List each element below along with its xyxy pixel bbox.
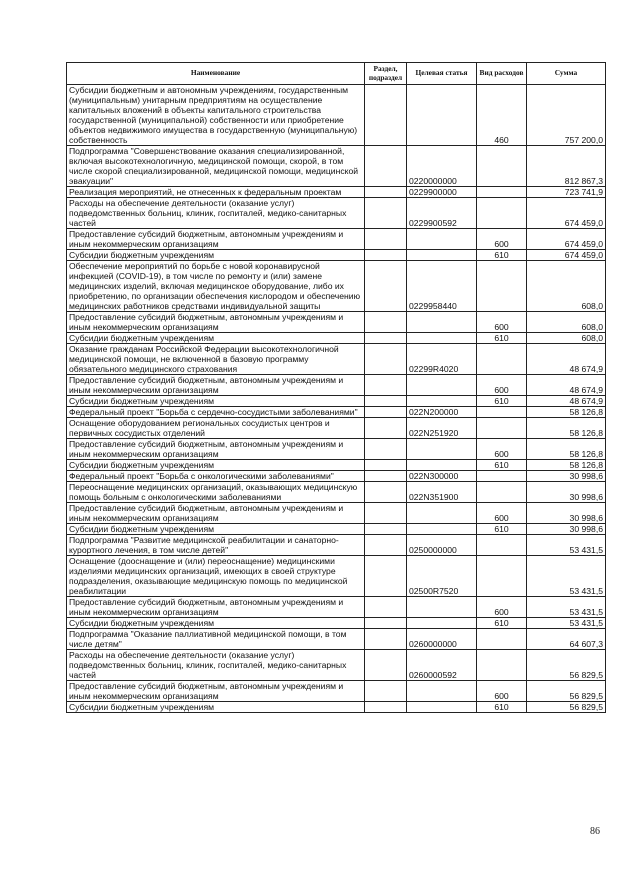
cell-type: 610	[477, 250, 527, 261]
cell-section	[365, 312, 407, 333]
cell-name: Субсидии бюджетным учреждениям	[67, 460, 365, 471]
cell-section	[365, 261, 407, 312]
table-row	[67, 471, 606, 482]
cell-target	[407, 229, 477, 250]
cell-name: Расходы на обеспечение деятельности (оказание услуг) подведомственных больниц, клиник, госпиталей, медико-санитарных частей	[67, 650, 365, 681]
cell-type: 610	[477, 396, 527, 407]
cell-section	[365, 333, 407, 344]
table-row	[67, 503, 606, 524]
cell-sum: 58 126,8	[527, 460, 606, 471]
cell-name: Предоставление субсидий бюджетным, автономным учреждениям и иным некоммерческим организациям	[67, 229, 365, 250]
cell-type	[477, 344, 527, 375]
cell-type	[477, 482, 527, 503]
table-row	[67, 333, 606, 344]
cell-name: Расходы на обеспечение деятельности (оказание услуг) подведомственных больниц, клиник, госпиталей, медико-санитарных частей	[67, 198, 365, 229]
table-row	[67, 460, 606, 471]
cell-section	[365, 482, 407, 503]
cell-type: 610	[477, 618, 527, 629]
column-header-sum: Сумма	[527, 63, 606, 85]
cell-section	[365, 396, 407, 407]
cell-type: 600	[477, 503, 527, 524]
table-row	[67, 681, 606, 702]
cell-sum: 30 998,6	[527, 471, 606, 482]
cell-target	[407, 618, 477, 629]
cell-name: Подпрограмма "Развитие медицинской реабилитации и санаторно-курортного лечения, в том числе детей"	[67, 535, 365, 556]
cell-sum: 48 674,9	[527, 375, 606, 396]
table-header	[67, 63, 606, 85]
cell-sum: 53 431,5	[527, 597, 606, 618]
cell-type: 600	[477, 375, 527, 396]
cell-type	[477, 556, 527, 597]
cell-type	[477, 650, 527, 681]
cell-section	[365, 187, 407, 198]
cell-section	[365, 407, 407, 418]
table-row	[67, 556, 606, 597]
cell-target	[407, 597, 477, 618]
cell-name: Субсидии бюджетным учреждениям	[67, 524, 365, 535]
budget-table	[66, 62, 606, 713]
cell-name: Субсидии бюджетным учреждениям	[67, 396, 365, 407]
cell-sum: 30 998,6	[527, 503, 606, 524]
table-row	[67, 482, 606, 503]
cell-name: Оказание гражданам Российской Федерации высокотехнологичной медицинской помощи, не включенной в базовую программу обязательного медицинского страхования	[67, 344, 365, 375]
cell-section	[365, 198, 407, 229]
table-row	[67, 187, 606, 198]
cell-target: 02500R7520	[407, 556, 477, 597]
cell-sum: 30 998,6	[527, 482, 606, 503]
cell-sum: 48 674,9	[527, 344, 606, 375]
cell-target: 022N351900	[407, 482, 477, 503]
cell-sum: 674 459,0	[527, 229, 606, 250]
cell-target	[407, 460, 477, 471]
cell-type	[477, 629, 527, 650]
table-row	[67, 146, 606, 187]
cell-sum: 30 998,6	[527, 524, 606, 535]
cell-section	[365, 344, 407, 375]
table-row	[67, 250, 606, 261]
cell-type	[477, 198, 527, 229]
cell-sum: 58 126,8	[527, 407, 606, 418]
cell-section	[365, 556, 407, 597]
cell-sum: 608,0	[527, 261, 606, 312]
table-row	[67, 524, 606, 535]
cell-target	[407, 85, 477, 146]
table-row	[67, 629, 606, 650]
table-row	[67, 650, 606, 681]
cell-name: Федеральный проект "Борьба с онкологическими заболеваниями"	[67, 471, 365, 482]
cell-section	[365, 597, 407, 618]
cell-target	[407, 250, 477, 261]
cell-name: Субсидии бюджетным учреждениям	[67, 333, 365, 344]
cell-sum: 53 431,5	[527, 535, 606, 556]
page-number: 86	[590, 826, 600, 837]
cell-sum: 674 459,0	[527, 198, 606, 229]
cell-sum: 56 829,5	[527, 702, 606, 713]
cell-section	[365, 535, 407, 556]
cell-section	[365, 681, 407, 702]
cell-section	[365, 702, 407, 713]
cell-section	[365, 439, 407, 460]
cell-section	[365, 629, 407, 650]
cell-target	[407, 702, 477, 713]
cell-type	[477, 418, 527, 439]
cell-section	[365, 524, 407, 535]
cell-name: Федеральный проект "Борьба с сердечно-сосудистыми заболеваниями"	[67, 407, 365, 418]
cell-name: Субсидии бюджетным учреждениям	[67, 250, 365, 261]
column-header-section: Раздел, подраздел	[365, 63, 407, 85]
cell-type: 460	[477, 85, 527, 146]
column-header-target: Целевая статья	[407, 63, 477, 85]
cell-sum: 53 431,5	[527, 556, 606, 597]
cell-sum: 48 674,9	[527, 396, 606, 407]
table-row	[67, 85, 606, 146]
cell-type: 600	[477, 229, 527, 250]
cell-target: 02299R4020	[407, 344, 477, 375]
table-row	[67, 344, 606, 375]
table-row	[67, 439, 606, 460]
cell-sum: 58 126,8	[527, 418, 606, 439]
table-row	[67, 702, 606, 713]
cell-target: 0260000000	[407, 629, 477, 650]
cell-section	[365, 375, 407, 396]
cell-sum: 674 459,0	[527, 250, 606, 261]
cell-sum: 56 829,5	[527, 681, 606, 702]
cell-name: Предоставление субсидий бюджетным, автономным учреждениям и иным некоммерческим организациям	[67, 375, 365, 396]
cell-type: 610	[477, 333, 527, 344]
table-row	[67, 312, 606, 333]
cell-type	[477, 535, 527, 556]
cell-target	[407, 396, 477, 407]
table-row	[67, 407, 606, 418]
cell-target	[407, 524, 477, 535]
cell-target: 0220000000	[407, 146, 477, 187]
cell-name: Оснащение (дооснащение и (или) переоснащение) медицинскими изделиями медицинских организаций, имеющих в своей структуре подразделения, оказывающие медицинскую помощь по медицинской реабилитации	[67, 556, 365, 597]
cell-section	[365, 229, 407, 250]
cell-name: Подпрограмма "Оказание паллиативной медицинской помощи, в том числе детям"	[67, 629, 365, 650]
cell-type	[477, 146, 527, 187]
cell-section	[365, 618, 407, 629]
cell-target: 022N251920	[407, 418, 477, 439]
table-row	[67, 261, 606, 312]
cell-sum: 56 829,5	[527, 650, 606, 681]
table-row	[67, 618, 606, 629]
cell-type: 610	[477, 702, 527, 713]
column-header-type: Вид расходов	[477, 63, 527, 85]
table-row	[67, 375, 606, 396]
table-body	[67, 85, 606, 713]
cell-section	[365, 471, 407, 482]
cell-sum: 723 741,9	[527, 187, 606, 198]
cell-name: Предоставление субсидий бюджетным, автономным учреждениям и иным некоммерческим организациям	[67, 312, 365, 333]
cell-name: Реализация мероприятий, не отнесенных к федеральным проектам	[67, 187, 365, 198]
cell-type: 600	[477, 439, 527, 460]
cell-target: 0229958440	[407, 261, 477, 312]
cell-name: Подпрограмма "Совершенствование оказания специализированной, включая высокотехнологичную, медицинской помощи, скорой, в том числе скорой специализированной, медицинской помощи, медицинской эвакуации"	[67, 146, 365, 187]
cell-type: 600	[477, 681, 527, 702]
cell-target	[407, 312, 477, 333]
cell-type	[477, 471, 527, 482]
cell-type: 610	[477, 524, 527, 535]
cell-name: Субсидии бюджетным и автономным учреждениям, государственным (муниципальным) унитарным предприятиям на осуществление капитальных вложений в объекты капитального строительства государственной (муниципальной) собственности или приобретение объектов недвижимого имущества в государственную (муниципальную) собственность	[67, 85, 365, 146]
cell-target	[407, 333, 477, 344]
cell-name: Обеспечение мероприятий по борьбе с новой коронавирусной инфекцией (COVID-19), в том числе по ремонту и (или) замене медицинских изделий, включая медицинское оборудование, либо их приобретению, по организации обеспечения кислородом и обеспечению медицинских работников средствами индивидуальной защиты	[67, 261, 365, 312]
cell-section	[365, 250, 407, 261]
table-row	[67, 597, 606, 618]
cell-target: 0229900000	[407, 187, 477, 198]
cell-section	[365, 418, 407, 439]
cell-type	[477, 187, 527, 198]
cell-name: Субсидии бюджетным учреждениям	[67, 702, 365, 713]
cell-type	[477, 407, 527, 418]
cell-name: Предоставление субсидий бюджетным, автономным учреждениям и иным некоммерческим организациям	[67, 681, 365, 702]
table-row	[67, 198, 606, 229]
cell-sum: 608,0	[527, 333, 606, 344]
cell-section	[365, 650, 407, 681]
cell-target	[407, 375, 477, 396]
cell-name: Субсидии бюджетным учреждениям	[67, 618, 365, 629]
cell-target: 0229900592	[407, 198, 477, 229]
cell-sum: 64 607,3	[527, 629, 606, 650]
column-header-name: Наименование	[67, 63, 365, 85]
cell-section	[365, 85, 407, 146]
cell-target: 0250000000	[407, 535, 477, 556]
cell-target	[407, 439, 477, 460]
table-row	[67, 418, 606, 439]
cell-target	[407, 503, 477, 524]
cell-section	[365, 460, 407, 471]
cell-name: Предоставление субсидий бюджетным, автономным учреждениям и иным некоммерческим организациям	[67, 597, 365, 618]
cell-section	[365, 146, 407, 187]
cell-section	[365, 503, 407, 524]
cell-sum: 757 200,0	[527, 85, 606, 146]
table-row	[67, 229, 606, 250]
cell-target: 022N300000	[407, 471, 477, 482]
cell-name: Предоставление субсидий бюджетным, автономным учреждениям и иным некоммерческим организациям	[67, 439, 365, 460]
cell-type: 610	[477, 460, 527, 471]
cell-type: 600	[477, 312, 527, 333]
cell-type	[477, 261, 527, 312]
cell-target: 0260000592	[407, 650, 477, 681]
table-row	[67, 396, 606, 407]
cell-sum: 812 867,3	[527, 146, 606, 187]
cell-target	[407, 681, 477, 702]
cell-sum: 58 126,8	[527, 439, 606, 460]
cell-sum: 53 431,5	[527, 618, 606, 629]
cell-name: Предоставление субсидий бюджетным, автономным учреждениям и иным некоммерческим организациям	[67, 503, 365, 524]
table-row	[67, 535, 606, 556]
cell-name: Оснащение оборудованием региональных сосудистых центров и первичных сосудистых отделений	[67, 418, 365, 439]
cell-name: Переоснащение медицинских организаций, оказывающих медицинскую помощь больным с онкологическими заболеваниями	[67, 482, 365, 503]
cell-type: 600	[477, 597, 527, 618]
cell-target: 022N200000	[407, 407, 477, 418]
cell-sum: 608,0	[527, 312, 606, 333]
